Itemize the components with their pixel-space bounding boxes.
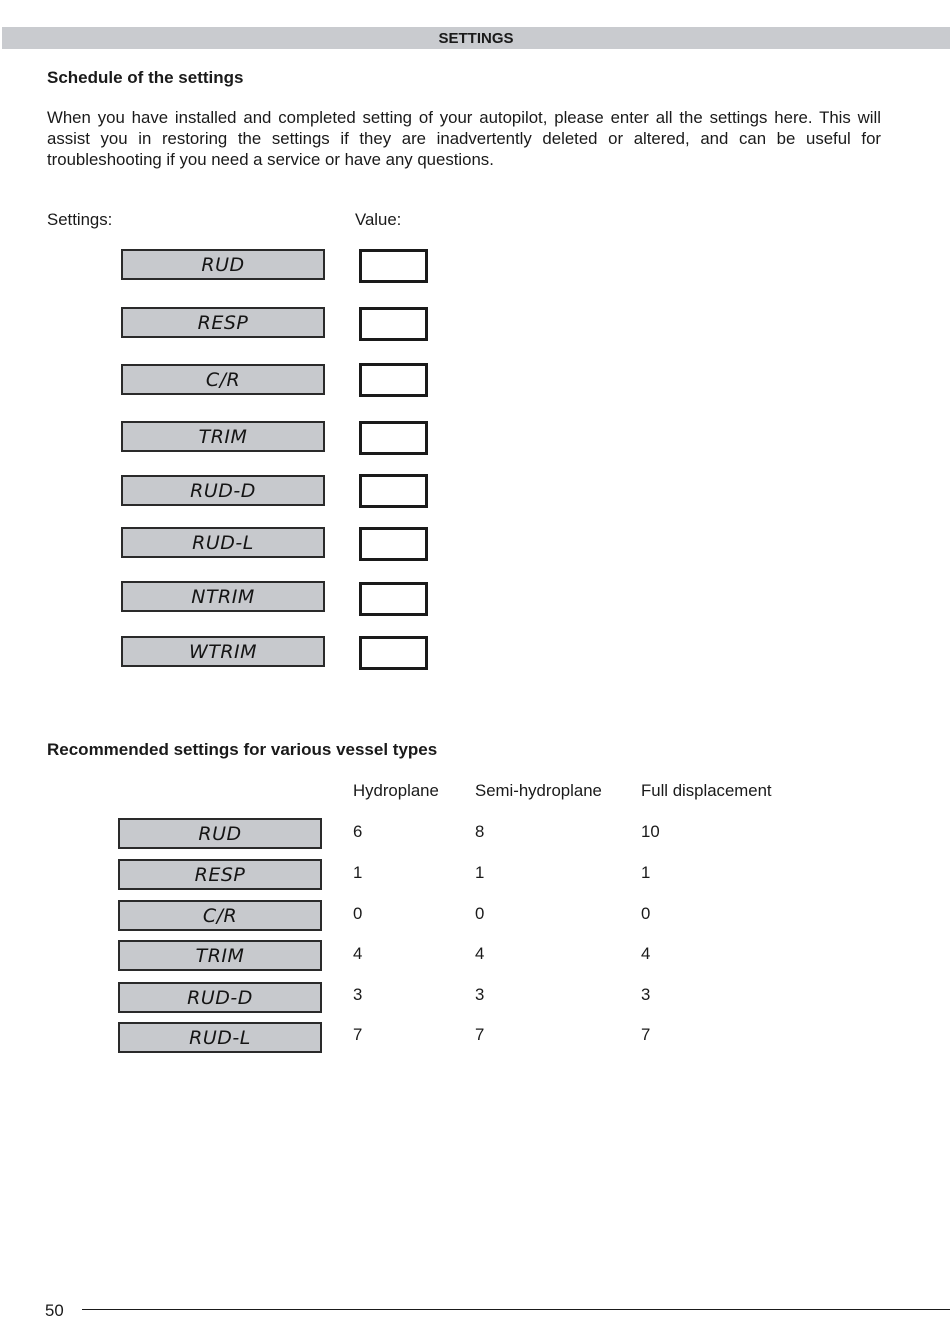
table-cell: 0	[353, 904, 363, 923]
header-bar	[2, 27, 950, 49]
value-box-trim[interactable]	[359, 421, 428, 455]
recommended-heading: Recommended settings for various vessel types	[47, 740, 438, 759]
settings-label: Settings:	[47, 210, 113, 229]
schedule-intro: When you have installed and completed setting of your autopilot, please enter all the settings here. This will assist you in restoring the settings if they are inadvertently deleted or altered, and can be useful for troubleshooting if you need a service or have any questions.	[47, 108, 881, 169]
table-cell: 4	[353, 944, 363, 963]
table-cell: 7	[353, 1025, 363, 1044]
lcd-recommended-trim: TRIM	[118, 940, 322, 971]
page-number: 50	[45, 1301, 64, 1320]
value-box-rud-l[interactable]	[359, 527, 428, 561]
column-header: Semi-hydroplane	[475, 781, 602, 800]
table-cell: 3	[353, 985, 363, 1004]
table-cell: 1	[353, 863, 363, 882]
schedule-heading: Schedule of the settings	[47, 68, 244, 87]
lcd-recommended-rud: RUD	[118, 818, 322, 849]
value-label: Value:	[355, 210, 402, 229]
lcd-setting-rud-l: RUD-L	[121, 527, 325, 558]
value-box-rud[interactable]	[359, 249, 428, 283]
table-cell: 7	[475, 1025, 485, 1044]
table-cell: 10	[641, 822, 660, 841]
table-cell: 8	[475, 822, 485, 841]
table-cell: 1	[475, 863, 485, 882]
lcd-setting-resp: RESP	[121, 307, 325, 338]
lcd-recommended-rud-d: RUD-D	[118, 982, 322, 1013]
lcd-setting-rud-d: RUD-D	[121, 475, 325, 506]
lcd-setting-cr: C/R	[121, 364, 325, 395]
table-cell: 1	[641, 863, 651, 882]
value-box-rud-d[interactable]	[359, 474, 428, 508]
table-cell: 6	[353, 822, 363, 841]
table-cell: 0	[641, 904, 651, 923]
lcd-recommended-cr: C/R	[118, 900, 322, 931]
value-box-resp[interactable]	[359, 307, 428, 341]
footer-rule	[82, 1309, 950, 1310]
lcd-setting-ntrim: NTRIM	[121, 581, 325, 612]
value-box-cr[interactable]	[359, 363, 428, 397]
lcd-setting-rud: RUD	[121, 249, 325, 280]
value-box-wtrim[interactable]	[359, 636, 428, 670]
lcd-setting-wtrim: WTRIM	[121, 636, 325, 667]
column-header: Hydroplane	[353, 781, 439, 800]
value-box-ntrim[interactable]	[359, 582, 428, 616]
table-cell: 7	[641, 1025, 651, 1044]
lcd-setting-trim: TRIM	[121, 421, 325, 452]
table-cell: 0	[475, 904, 485, 923]
table-cell: 3	[475, 985, 485, 1004]
lcd-recommended-resp: RESP	[118, 859, 322, 890]
header-title: SETTINGS	[438, 30, 514, 47]
column-header: Full displacement	[641, 781, 772, 800]
table-cell: 3	[641, 985, 651, 1004]
table-cell: 4	[475, 944, 485, 963]
table-cell: 4	[641, 944, 651, 963]
lcd-recommended-rud-l: RUD-L	[118, 1022, 322, 1053]
